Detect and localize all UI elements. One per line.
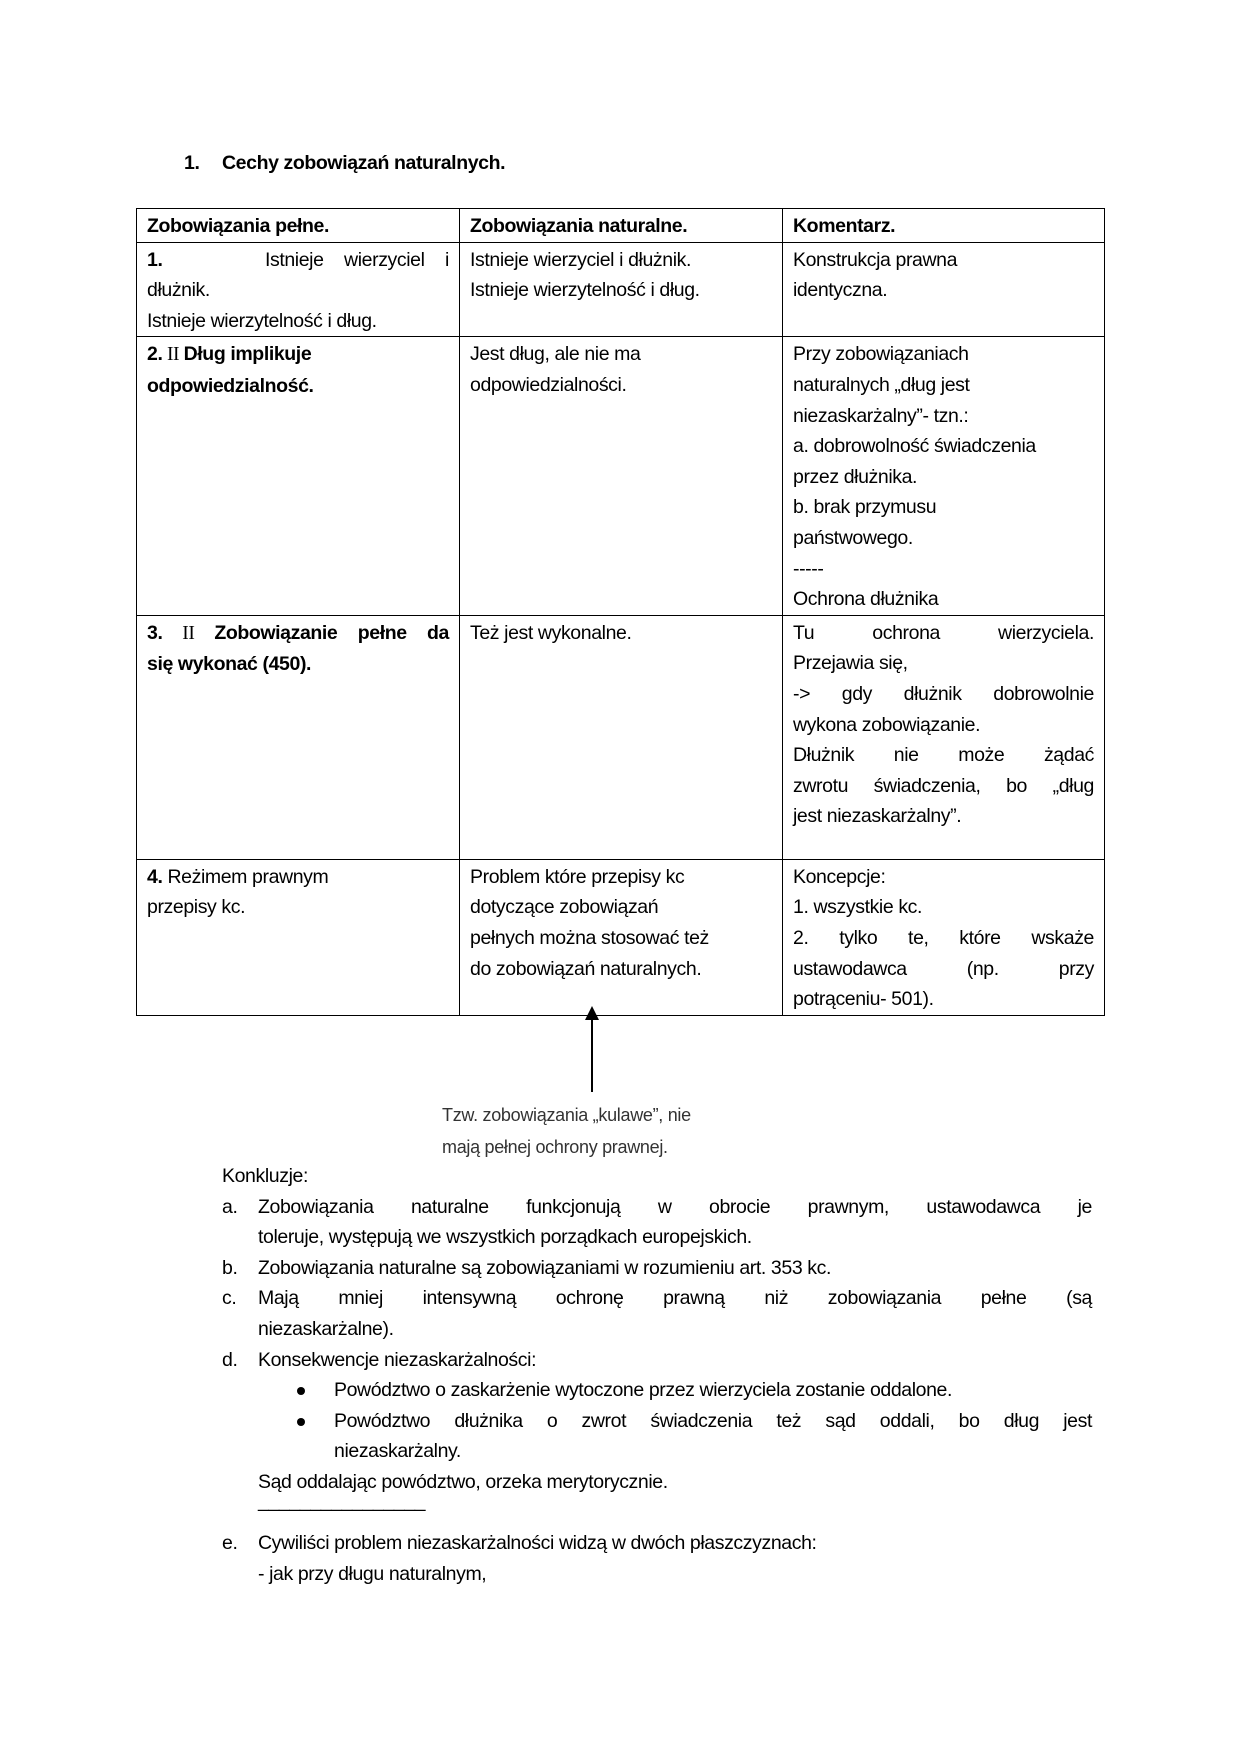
table-cell: Problem które przepisy kc dotyczące zobowiązań pełnych można stosować też do zobowiązań naturalnych. [460,859,783,1015]
list-item: e. Cywiliści problem niezaskarżalności widzą w dwóch płaszczyznach: [222,1532,817,1555]
table-cell: Istnieje wierzyciel i dłużnik. Istnieje wierzytelność i dług. [460,242,783,337]
bullet-icon [297,1387,305,1395]
table-row [137,859,1105,1015]
table-cell: Jest dług, ale nie ma odpowiedzialności. [460,337,783,615]
section-heading: 1. Cechy zobowiązań naturalnych. [184,152,506,174]
header-cell: Zobowiązania naturalne. [460,209,783,243]
conclusions: Konkluzje: a. Zobowiązania naturalne funkcjonują w obrocie prawnym, ustawodawca je toleruje, występują we wszystkich porządkach europejskich. b. Zobowiązania naturalne są zobowiązaniami w rozumieniu art. 353 kc. c. Mają mniej intensywną ochronę prawną niż zobowiązania pełne (są niezaskarżalne). d. Konsekwencje niezaskarżalności: Powództwo o zaskarżenie wytoczone przez wierzyciela zostanie oddalone. Powództwo dłużnika o zwrot świadczenia też sąd oddali, bo dług jest niezaskarżalny. Sąd oddalając powództwo, orzeka merytorycznie. ________________ e. Cywiliści problem niezaskarżalności widzą w dwóch płaszczyznach: - jak przy długu naturalnym, [222,1161,1092,1589]
table-row [137,242,1105,337]
list-item: b. Zobowiązania naturalne są zobowiązaniami w rozumieniu art. 353 kc. [222,1256,831,1279]
table-row [137,337,1105,615]
table-cell: Przy zobowiązaniach naturalnych „dług jest niezaskarżalny”- tzn.: a. dobrowolność świadczenia przez dłużnika. b. brak przymusu państwowego. ----- Ochrona dłużnika [783,337,1105,615]
bullet-item: Powództwo dłużnika o zwrot świadczenia też sąd oddali, bo dług jest [222,1406,1092,1437]
note: Sąd oddalając powództwo, orzeka merytorycznie. [258,1470,668,1493]
table-cell: 1. Istnieje wierzyciel i dłużnik. Istnieje wierzytelność i dług. [137,242,460,337]
list-item: a. Zobowiązania naturalne funkcjonują w obrocie prawnym, ustawodawca je [222,1195,1092,1218]
separator: ________________ [258,1489,426,1512]
table-header-row [137,209,1105,243]
table-row [137,615,1105,859]
table-cell: Też jest wykonalne. [460,615,783,859]
table-cell: 3. II Zobowiązanie pełne da się wykonać (450). [137,615,460,859]
arrow-line [591,1008,593,1092]
table-cell: Koncepcje: 1. wszystkie kc. 2. tylko te, które wskaże ustawodawca (np. przy potrąceniu- 501). [783,859,1105,1015]
table-cell: 4. Reżimem prawnym przepisy kc. [137,859,460,1015]
comparison-table [136,208,1105,1016]
bullet-item: Powództwo o zaskarżenie wytoczone przez wierzyciela zostanie oddalone. [222,1375,1092,1406]
header-cell: Zobowiązania pełne. [137,209,460,243]
annotation-callout: Tzw. zobowiązania „kulawe”, nie mają pełnej ochrony prawnej. [442,1105,691,1157]
bullet-icon [297,1418,305,1426]
header-cell: Komentarz. [783,209,1105,243]
table-cell: 2. II Dług implikuje odpowiedzialność. [137,337,460,615]
table-cell: Tu ochrona wierzyciela. Przejawia się, -> gdy dłużnik dobrowolnie wykona zobowiązanie. Dłużnik nie może żądać zwrotu świadczenia, bo „dług jest niezaskarżalny”. [783,615,1105,859]
list-item: d. Konsekwencje niezaskarżalności: [222,1348,537,1371]
list-item: c. Mają mniej intensywną ochronę prawną niż zobowiązania pełne (są [222,1287,1092,1310]
table-cell: Konstrukcja prawna identyczna. [783,242,1105,337]
conclusions-title: Konkluzje: [222,1165,308,1187]
